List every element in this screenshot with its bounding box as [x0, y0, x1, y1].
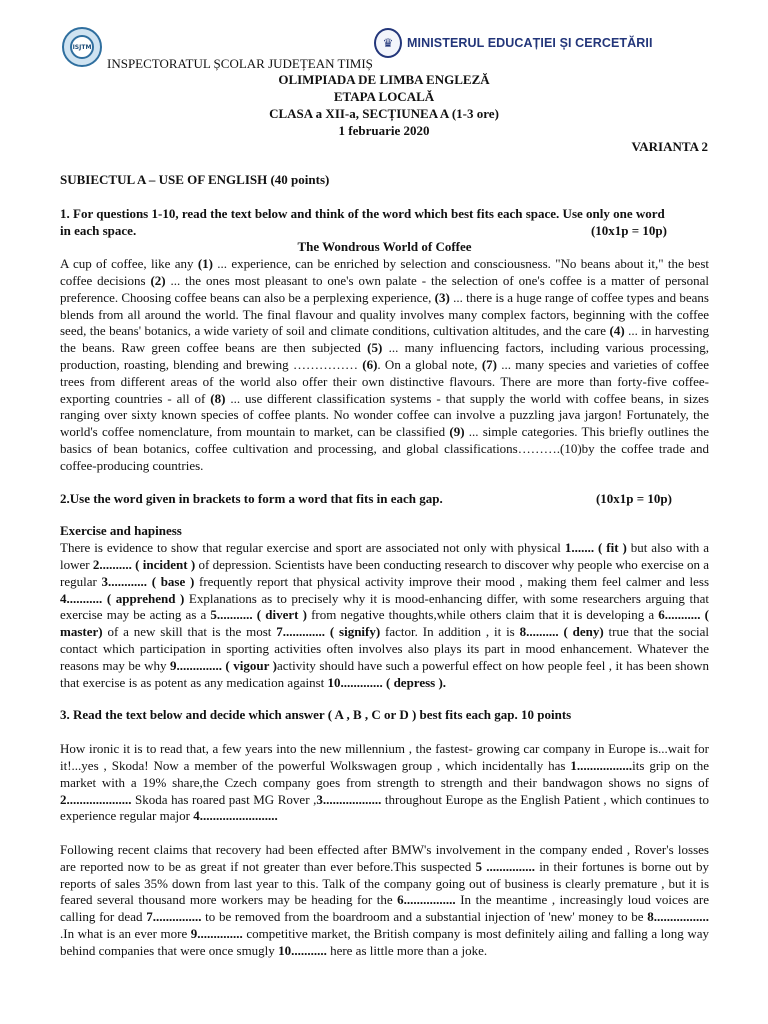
task1-text	[60, 256, 709, 474]
gap-marker: (9)	[449, 424, 465, 440]
task1-instruction-end: in each space.	[60, 222, 137, 238]
gap-marker: 5 ...............	[475, 858, 535, 874]
text-segment: There is evidence to show that regular exercise and sport are associated not only with physical	[60, 540, 565, 556]
class-title: CLASA a XII-a, SECȚIUNEA A (1-3 ore)	[269, 106, 499, 121]
text-segment: from negative thoughts,while others claim that it is developing a	[306, 607, 659, 623]
task3-instruction: 3. Read the text below and decide which answer ( A , B , C or D ) best fits each gap. 10 points	[60, 707, 572, 723]
ministry-name: MINISTERUL EDUCAȚIEI ȘI CERCETĂRII	[407, 36, 653, 50]
gap-marker: 6........... ( master)	[60, 607, 709, 640]
isj-timis-logo	[62, 27, 102, 67]
gap-marker: (5)	[367, 340, 383, 356]
olympiad-title: OLIMPIADA DE LIMBA ENGLEZĂ	[278, 72, 490, 87]
coat-of-arms-icon: ♛	[374, 28, 402, 58]
text-segment: frequently report that physical activity improve their mood , making them feel calmer and less	[194, 573, 710, 589]
exam-content	[60, 172, 709, 960]
gap-marker: (4)	[609, 323, 625, 339]
gap-marker: 8.................	[647, 909, 710, 925]
gap-marker: 1.................	[570, 757, 633, 773]
text-segment: In the meantime , increasingly loud voices are calling for dead	[60, 892, 709, 925]
inspectorate-name: INSPECTORATUL ȘCOLAR JUDEȚEAN TIMIȘ	[107, 56, 373, 71]
gap-marker: (7)	[481, 356, 497, 372]
task3-paragraph-1	[60, 741, 709, 825]
text-segment: . On a global note,	[377, 356, 482, 372]
gap-marker: 7...............	[146, 909, 202, 925]
subject-heading: SUBIECTUL A – USE OF ENGLISH (40 points)	[60, 172, 330, 187]
gap-marker: 8.......... ( deny)	[519, 624, 604, 640]
text-segment: .In what is an ever more	[60, 926, 191, 942]
text-segment: but also with a lower	[60, 540, 710, 572]
gap-marker: 4........................	[193, 808, 278, 824]
text-segment: How ironic it is to read that, a few years into the new millennium , the fastest- growing car company in Europe is...wait for it!...yes , Skoda! Now a member of the powerful Wolkswagen group , which incidentally has	[60, 741, 709, 773]
gap-marker: 2....................	[60, 791, 132, 807]
gap-marker: (6)	[362, 356, 378, 372]
text-segment: ... in harvesting the beans. Raw green coffee beans are then subjected	[60, 323, 710, 356]
task2-instruction-line	[60, 491, 709, 508]
task2-instruction: 2.Use the word given in brackets to form a word that fits in each gap.	[60, 490, 443, 506]
exam-date: 1 februarie 2020	[338, 123, 430, 138]
ministry-logo	[374, 28, 653, 58]
text-segment: ... many influencing factors, including various processing, production, roasting, blending and brewing ……………	[60, 340, 709, 372]
text-segment: ... many species and varieties of coffee trees from different areas of the world also offer their own distinctive flavours. There are more than forty-five coffee-exporting countries - all of	[60, 356, 709, 406]
task1-instruction: 1. For questions 1-10, read the text below and think of the word which best fits each space. Use only one word	[60, 205, 665, 221]
gap-marker: (2)	[150, 272, 166, 288]
gap-marker: 2.......... ( incident )	[92, 556, 196, 572]
text-segment: Explanations as to precisely why it is mood-enhancing differ, with some researchers arguing that exercise may be acting as a	[60, 590, 709, 623]
gap-marker: 6................	[397, 892, 456, 908]
gap-marker: 9..............	[190, 926, 243, 942]
text-segment: factor. In addition , it is	[380, 624, 520, 640]
text-segment: in their fortunes is borne out by reports of sales 35% down from last year to this. Talk of the company going out of business is clearly premature , but it is feared several thousand more workers may be heading for the	[60, 858, 710, 908]
task1-text-title: The Wondrous World of Coffee	[297, 239, 472, 255]
text-segment: ... experience, can be enriched by selection and consciousness. "No beans about it," the best coffee decisions	[60, 256, 709, 288]
text-segment: Following recent claims that recovery had been effected after BMW's involvement in the company ended , Rover's losses are reported now to be as great if not greater than ever before.This suspected	[60, 842, 709, 874]
text-segment: its grip on the market with a 19% share,the Czech company goes from strength to strength and their bandwagon shows no signs of	[60, 757, 709, 790]
gap-marker: (3)	[434, 289, 450, 305]
text-segment: competitive market, the British company is most definitely ailing and falling a long way behind companies that were once smugly	[60, 926, 709, 958]
text-segment: here as little more than a joke.	[326, 942, 488, 958]
gap-marker: 10...........	[278, 942, 327, 958]
stage-title: ETAPA LOCALĂ	[333, 89, 435, 104]
isj-timis-logo-center	[70, 35, 94, 59]
gap-marker: 9.............. ( vigour )	[169, 657, 277, 673]
gap-marker: 5........... ( divert )	[210, 607, 307, 623]
task1-instruction-line2	[60, 223, 709, 240]
gap-marker: 10............. ( depress ).	[327, 674, 447, 690]
isj-timis-logo-text: ISJTM	[72, 43, 92, 51]
text-segment: A cup of coffee, like any	[60, 256, 198, 272]
task3-paragraph-2	[60, 842, 709, 960]
text-segment: Skoda has roared past MG Rover ,	[131, 791, 317, 807]
gap-marker: 3..................	[316, 791, 382, 807]
text-segment: to be removed from the boardroom and a substantial injection of 'new' money to be	[201, 909, 648, 925]
gap-marker: 3............ ( base )	[101, 573, 195, 589]
text-segment: ... there is a huge range of coffee types and beans blends from all around the world. The final flavour and quality involves many complex factors, beginning with the coffee seed, the beans' botanics, a wide variety of soil and climate conditions, cultivation altitudes, and the care	[60, 289, 709, 339]
text-segment: activity should have such a powerful effect on how people feel , it has been shown that exercise is as potent as any medication against	[60, 657, 709, 690]
text-segment: ... simple categories. This briefly outlines the basics of bean botanics, coffee cultivation and processing, and global classifications……….(10)by the coffee trade and coffee-producing countries.	[60, 424, 709, 473]
text-segment: ... use different classification systems - that supply the world with coffee beans, in sizes ranging over sixty known species of coffee plants. No wonder coffee can involve a puzzling java jargon! Fortunately, the world's coffee nomenclature, from mountain to market, can be classified	[60, 390, 709, 440]
text-segment: ... the ones most pleasant to one's own palate - the selection of one's coffee is a matter of personal preference. Choosing coffee beans can also be a perplexing experience,	[60, 272, 709, 305]
text-segment: of depression. Scientists have been conducting research to discover why people who exercise on a regular	[60, 556, 709, 589]
gap-marker: (8)	[210, 390, 226, 406]
task1-points: (10x1p = 10p)	[590, 222, 667, 238]
gap-marker: 7............. ( signify)	[276, 624, 381, 640]
task2-points: (10x1p = 10p)	[595, 490, 672, 506]
text-segment: throughout Europe as the English Patient , which continues to experience regular major	[60, 791, 710, 824]
gap-marker: (1)	[197, 256, 213, 272]
text-segment: true that the social contact which participation in sporting activities often involves also plays its part in mood enhancement. Whatever the reasons may be why	[60, 624, 710, 673]
gap-marker: 1....... ( fit )	[564, 540, 627, 556]
text-segment: of a new skill that is the most	[102, 624, 277, 640]
gap-marker: 4........... ( apprehend )	[60, 590, 185, 606]
task2-text	[60, 540, 709, 691]
task2-text-title: Exercise and hapiness	[60, 523, 182, 539]
variant-label: VARIANTA 2	[631, 139, 708, 154]
